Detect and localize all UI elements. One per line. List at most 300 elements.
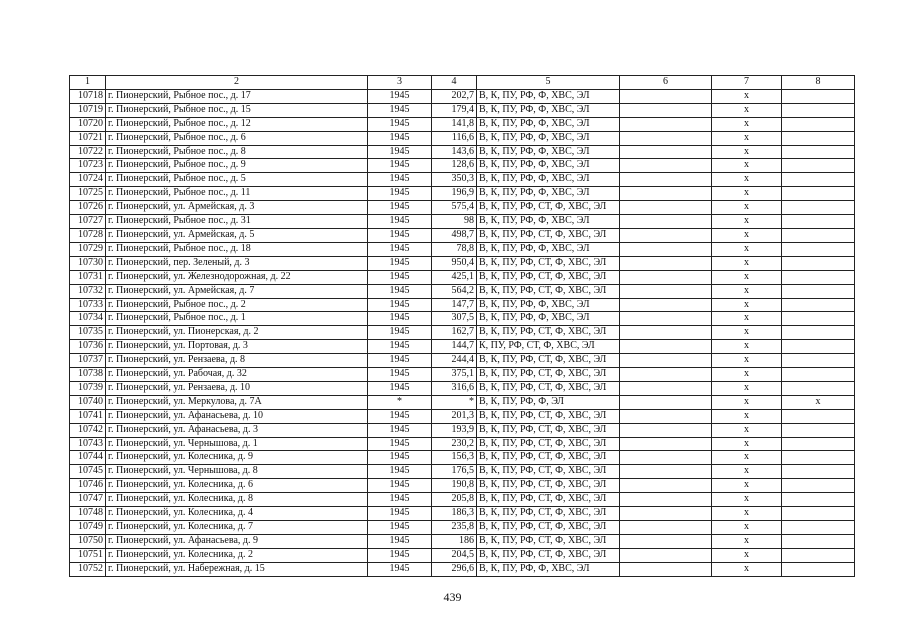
col-6-cell bbox=[620, 159, 712, 173]
table-row bbox=[70, 423, 855, 437]
column-header-1: 1 bbox=[70, 76, 106, 90]
utilities-cell: В, К, ПУ, РФ, Ф, ХВС, ЭЛ bbox=[477, 145, 620, 159]
column-header-2: 2 bbox=[106, 76, 368, 90]
col-6-cell bbox=[620, 562, 712, 576]
record-number-cell: 10740 bbox=[70, 395, 106, 409]
utilities-cell: В, К, ПУ, РФ, СТ, Ф, ХВС, ЭЛ bbox=[477, 381, 620, 395]
col-6-cell bbox=[620, 201, 712, 215]
table-row bbox=[70, 187, 855, 201]
table-row bbox=[70, 201, 855, 215]
mark-8-cell bbox=[782, 521, 855, 535]
col-6-cell bbox=[620, 131, 712, 145]
table-row bbox=[70, 117, 855, 131]
col-6-cell bbox=[620, 242, 712, 256]
year-cell: 1945 bbox=[368, 312, 432, 326]
mark-7-cell: x bbox=[712, 326, 782, 340]
mark-7-cell: x bbox=[712, 173, 782, 187]
area-cell: 156,3 bbox=[432, 451, 477, 465]
utilities-cell: В, К, ПУ, РФ, Ф, ХВС, ЭЛ bbox=[477, 159, 620, 173]
column-header-3: 3 bbox=[368, 76, 432, 90]
col-6-cell bbox=[620, 465, 712, 479]
area-cell: 202,7 bbox=[432, 89, 477, 103]
address-cell: г. Пионерский, ул. Набережная, д. 15 bbox=[106, 562, 368, 576]
record-number-cell: 10733 bbox=[70, 298, 106, 312]
mark-7-cell: x bbox=[712, 534, 782, 548]
table-row bbox=[70, 354, 855, 368]
mark-8-cell bbox=[782, 103, 855, 117]
year-cell: 1945 bbox=[368, 451, 432, 465]
address-cell: г. Пионерский, Рыбное пос., д. 8 bbox=[106, 145, 368, 159]
mark-8-cell bbox=[782, 437, 855, 451]
mark-8-cell bbox=[782, 228, 855, 242]
utilities-cell: В, К, ПУ, РФ, СТ, Ф, ХВС, ЭЛ bbox=[477, 368, 620, 382]
address-cell: г. Пионерский, ул. Чернышова, д. 1 bbox=[106, 437, 368, 451]
mark-7-cell: x bbox=[712, 521, 782, 535]
mark-8-cell bbox=[782, 117, 855, 131]
utilities-cell: В, К, ПУ, РФ, Ф, ЭЛ bbox=[477, 395, 620, 409]
mark-8-cell bbox=[782, 340, 855, 354]
record-number-cell: 10729 bbox=[70, 242, 106, 256]
mark-7-cell: x bbox=[712, 381, 782, 395]
year-cell: 1945 bbox=[368, 479, 432, 493]
column-header-6: 6 bbox=[620, 76, 712, 90]
table-row bbox=[70, 103, 855, 117]
record-number-cell: 10748 bbox=[70, 507, 106, 521]
area-cell: 144,7 bbox=[432, 340, 477, 354]
year-cell: 1945 bbox=[368, 201, 432, 215]
address-cell: г. Пионерский, ул. Армейская, д. 5 bbox=[106, 228, 368, 242]
mark-8-cell bbox=[782, 507, 855, 521]
address-cell: г. Пионерский, пер. Зеленый, д. 3 bbox=[106, 256, 368, 270]
address-cell: г. Пионерский, ул. Рабочая, д. 32 bbox=[106, 368, 368, 382]
year-cell: 1945 bbox=[368, 409, 432, 423]
record-number-cell: 10738 bbox=[70, 368, 106, 382]
mark-8-cell bbox=[782, 298, 855, 312]
area-cell: 179,4 bbox=[432, 103, 477, 117]
table-row bbox=[70, 89, 855, 103]
utilities-cell: В, К, ПУ, РФ, СТ, Ф, ХВС, ЭЛ bbox=[477, 256, 620, 270]
year-cell: * bbox=[368, 395, 432, 409]
col-6-cell bbox=[620, 534, 712, 548]
area-cell: 128,6 bbox=[432, 159, 477, 173]
area-cell: 193,9 bbox=[432, 423, 477, 437]
record-number-cell: 10745 bbox=[70, 465, 106, 479]
mark-8-cell bbox=[782, 354, 855, 368]
mark-7-cell: x bbox=[712, 409, 782, 423]
year-cell: 1945 bbox=[368, 228, 432, 242]
column-header-7: 7 bbox=[712, 76, 782, 90]
table-row bbox=[70, 534, 855, 548]
mark-8-cell bbox=[782, 312, 855, 326]
mark-7-cell: x bbox=[712, 562, 782, 576]
mark-7-cell: x bbox=[712, 117, 782, 131]
record-number-cell: 10751 bbox=[70, 548, 106, 562]
year-cell: 1945 bbox=[368, 548, 432, 562]
table-row bbox=[70, 228, 855, 242]
col-6-cell bbox=[620, 298, 712, 312]
address-cell: г. Пионерский, ул. Железнодорожная, д. 22 bbox=[106, 270, 368, 284]
address-cell: г. Пионерский, Рыбное пос., д. 1 bbox=[106, 312, 368, 326]
address-cell: г. Пионерский, Рыбное пос., д. 9 bbox=[106, 159, 368, 173]
year-cell: 1945 bbox=[368, 103, 432, 117]
area-cell: 296,6 bbox=[432, 562, 477, 576]
mark-8-cell bbox=[782, 270, 855, 284]
utilities-cell: В, К, ПУ, РФ, СТ, Ф, ХВС, ЭЛ bbox=[477, 354, 620, 368]
utilities-cell: В, К, ПУ, РФ, Ф, ХВС, ЭЛ bbox=[477, 312, 620, 326]
table-row bbox=[70, 284, 855, 298]
address-cell: г. Пионерский, ул. Меркулова, д. 7А bbox=[106, 395, 368, 409]
year-cell: 1945 bbox=[368, 354, 432, 368]
table-row bbox=[70, 381, 855, 395]
record-number-cell: 10725 bbox=[70, 187, 106, 201]
col-6-cell bbox=[620, 187, 712, 201]
year-cell: 1945 bbox=[368, 145, 432, 159]
year-cell: 1945 bbox=[368, 465, 432, 479]
area-cell: 235,8 bbox=[432, 521, 477, 535]
table-header-row bbox=[70, 76, 855, 90]
year-cell: 1945 bbox=[368, 242, 432, 256]
mark-7-cell: x bbox=[712, 479, 782, 493]
address-cell: г. Пионерский, ул. Колесника, д. 7 bbox=[106, 521, 368, 535]
table-row bbox=[70, 395, 855, 409]
area-cell: 147,7 bbox=[432, 298, 477, 312]
mark-8-cell bbox=[782, 187, 855, 201]
col-6-cell bbox=[620, 117, 712, 131]
utilities-cell: В, К, ПУ, РФ, СТ, Ф, ХВС, ЭЛ bbox=[477, 534, 620, 548]
year-cell: 1945 bbox=[368, 437, 432, 451]
mark-7-cell: x bbox=[712, 437, 782, 451]
table-row bbox=[70, 298, 855, 312]
area-cell: 316,6 bbox=[432, 381, 477, 395]
utilities-cell: В, К, ПУ, РФ, СТ, Ф, ХВС, ЭЛ bbox=[477, 451, 620, 465]
mark-7-cell: x bbox=[712, 368, 782, 382]
record-number-cell: 10722 bbox=[70, 145, 106, 159]
col-6-cell bbox=[620, 89, 712, 103]
address-cell: г. Пионерский, Рыбное пос., д. 6 bbox=[106, 131, 368, 145]
mark-8-cell bbox=[782, 465, 855, 479]
area-cell: 201,3 bbox=[432, 409, 477, 423]
address-cell: г. Пионерский, ул. Афанасьева, д. 3 bbox=[106, 423, 368, 437]
record-number-cell: 10718 bbox=[70, 89, 106, 103]
mark-8-cell: x bbox=[782, 395, 855, 409]
mark-7-cell: x bbox=[712, 298, 782, 312]
mark-8-cell bbox=[782, 145, 855, 159]
table-row bbox=[70, 131, 855, 145]
mark-7-cell: x bbox=[712, 465, 782, 479]
utilities-cell: В, К, ПУ, РФ, Ф, ХВС, ЭЛ bbox=[477, 131, 620, 145]
mark-7-cell: x bbox=[712, 89, 782, 103]
mark-7-cell: x bbox=[712, 423, 782, 437]
col-6-cell bbox=[620, 479, 712, 493]
area-cell: 186,3 bbox=[432, 507, 477, 521]
col-6-cell bbox=[620, 145, 712, 159]
col-6-cell bbox=[620, 368, 712, 382]
address-cell: г. Пионерский, ул. Портовая, д. 3 bbox=[106, 340, 368, 354]
record-number-cell: 10742 bbox=[70, 423, 106, 437]
area-cell: 176,5 bbox=[432, 465, 477, 479]
utilities-cell: В, К, ПУ, РФ, СТ, Ф, ХВС, ЭЛ bbox=[477, 479, 620, 493]
year-cell: 1945 bbox=[368, 89, 432, 103]
area-cell: 141,8 bbox=[432, 117, 477, 131]
record-number-cell: 10727 bbox=[70, 215, 106, 229]
column-header-5: 5 bbox=[477, 76, 620, 90]
mark-8-cell bbox=[782, 326, 855, 340]
record-number-cell: 10724 bbox=[70, 173, 106, 187]
year-cell: 1945 bbox=[368, 423, 432, 437]
utilities-cell: В, К, ПУ, РФ, СТ, Ф, ХВС, ЭЛ bbox=[477, 437, 620, 451]
address-cell: г. Пионерский, Рыбное пос., д. 15 bbox=[106, 103, 368, 117]
utilities-cell: В, К, ПУ, РФ, СТ, Ф, ХВС, ЭЛ bbox=[477, 326, 620, 340]
area-cell: 307,5 bbox=[432, 312, 477, 326]
address-cell: г. Пионерский, Рыбное пос., д. 2 bbox=[106, 298, 368, 312]
mark-7-cell: x bbox=[712, 145, 782, 159]
mark-7-cell: x bbox=[712, 354, 782, 368]
mark-8-cell bbox=[782, 534, 855, 548]
year-cell: 1945 bbox=[368, 270, 432, 284]
record-number-cell: 10749 bbox=[70, 521, 106, 535]
utilities-cell: В, К, ПУ, РФ, Ф, ХВС, ЭЛ bbox=[477, 89, 620, 103]
utilities-cell: В, К, ПУ, РФ, Ф, ХВС, ЭЛ bbox=[477, 103, 620, 117]
col-6-cell bbox=[620, 451, 712, 465]
address-cell: г. Пионерский, ул. Армейская, д. 3 bbox=[106, 201, 368, 215]
col-6-cell bbox=[620, 256, 712, 270]
area-cell: 564,2 bbox=[432, 284, 477, 298]
year-cell: 1945 bbox=[368, 131, 432, 145]
record-number-cell: 10728 bbox=[70, 228, 106, 242]
mark-7-cell: x bbox=[712, 242, 782, 256]
table-row bbox=[70, 215, 855, 229]
address-cell: г. Пионерский, Рыбное пос., д. 31 bbox=[106, 215, 368, 229]
address-cell: г. Пионерский, ул. Рензаева, д. 8 bbox=[106, 354, 368, 368]
address-cell: г. Пионерский, ул. Армейская, д. 7 bbox=[106, 284, 368, 298]
mark-7-cell: x bbox=[712, 256, 782, 270]
col-6-cell bbox=[620, 548, 712, 562]
table-row bbox=[70, 312, 855, 326]
year-cell: 1945 bbox=[368, 493, 432, 507]
record-number-cell: 10750 bbox=[70, 534, 106, 548]
mark-8-cell bbox=[782, 368, 855, 382]
mark-8-cell bbox=[782, 493, 855, 507]
mark-7-cell: x bbox=[712, 395, 782, 409]
col-6-cell bbox=[620, 228, 712, 242]
year-cell: 1945 bbox=[368, 298, 432, 312]
address-cell: г. Пионерский, ул. Пионерская, д. 2 bbox=[106, 326, 368, 340]
year-cell: 1945 bbox=[368, 340, 432, 354]
mark-7-cell: x bbox=[712, 312, 782, 326]
record-number-cell: 10747 bbox=[70, 493, 106, 507]
mark-7-cell: x bbox=[712, 451, 782, 465]
utilities-cell: В, К, ПУ, РФ, Ф, ХВС, ЭЛ bbox=[477, 242, 620, 256]
record-number-cell: 10719 bbox=[70, 103, 106, 117]
mark-8-cell bbox=[782, 215, 855, 229]
mark-7-cell: x bbox=[712, 159, 782, 173]
area-cell: 425,1 bbox=[432, 270, 477, 284]
table-row bbox=[70, 479, 855, 493]
area-cell: 498,7 bbox=[432, 228, 477, 242]
area-cell: 190,8 bbox=[432, 479, 477, 493]
area-cell: 162,7 bbox=[432, 326, 477, 340]
col-6-cell bbox=[620, 493, 712, 507]
column-header-8: 8 bbox=[782, 76, 855, 90]
record-number-cell: 10746 bbox=[70, 479, 106, 493]
utilities-cell: В, К, ПУ, РФ, СТ, Ф, ХВС, ЭЛ bbox=[477, 284, 620, 298]
mark-7-cell: x bbox=[712, 270, 782, 284]
table-row bbox=[70, 256, 855, 270]
utilities-cell: В, К, ПУ, РФ, Ф, ХВС, ЭЛ bbox=[477, 173, 620, 187]
utilities-cell: В, К, ПУ, РФ, СТ, Ф, ХВС, ЭЛ bbox=[477, 423, 620, 437]
address-cell: г. Пионерский, ул. Колесника, д. 9 bbox=[106, 451, 368, 465]
table-row bbox=[70, 465, 855, 479]
mark-7-cell: x bbox=[712, 507, 782, 521]
table-row bbox=[70, 159, 855, 173]
mark-8-cell bbox=[782, 284, 855, 298]
year-cell: 1945 bbox=[368, 381, 432, 395]
utilities-cell: В, К, ПУ, РФ, СТ, Ф, ХВС, ЭЛ bbox=[477, 548, 620, 562]
mark-7-cell: x bbox=[712, 103, 782, 117]
address-cell: г. Пионерский, Рыбное пос., д. 12 bbox=[106, 117, 368, 131]
utilities-cell: В, К, ПУ, РФ, СТ, Ф, ХВС, ЭЛ bbox=[477, 521, 620, 535]
area-cell: 375,1 bbox=[432, 368, 477, 382]
col-6-cell bbox=[620, 215, 712, 229]
year-cell: 1945 bbox=[368, 326, 432, 340]
table-row bbox=[70, 145, 855, 159]
address-cell: г. Пионерский, Рыбное пос., д. 17 bbox=[106, 89, 368, 103]
table-row bbox=[70, 451, 855, 465]
address-cell: г. Пионерский, Рыбное пос., д. 11 bbox=[106, 187, 368, 201]
column-header-4: 4 bbox=[432, 76, 477, 90]
address-cell: г. Пионерский, ул. Афанасьева, д. 10 bbox=[106, 409, 368, 423]
mark-7-cell: x bbox=[712, 228, 782, 242]
table-row bbox=[70, 562, 855, 576]
mark-8-cell bbox=[782, 381, 855, 395]
area-cell: 350,3 bbox=[432, 173, 477, 187]
area-cell: 230,2 bbox=[432, 437, 477, 451]
mark-8-cell bbox=[782, 242, 855, 256]
utilities-cell: В, К, ПУ, РФ, СТ, Ф, ХВС, ЭЛ bbox=[477, 465, 620, 479]
col-6-cell bbox=[620, 354, 712, 368]
year-cell: 1945 bbox=[368, 215, 432, 229]
table-row bbox=[70, 270, 855, 284]
table-row bbox=[70, 368, 855, 382]
table-row bbox=[70, 437, 855, 451]
col-6-cell bbox=[620, 381, 712, 395]
table-row bbox=[70, 326, 855, 340]
address-cell: г. Пионерский, ул. Афанасьева, д. 9 bbox=[106, 534, 368, 548]
record-number-cell: 10732 bbox=[70, 284, 106, 298]
utilities-cell: В, К, ПУ, РФ, Ф, ХВС, ЭЛ bbox=[477, 117, 620, 131]
address-cell: г. Пионерский, Рыбное пос., д. 5 bbox=[106, 173, 368, 187]
col-6-cell bbox=[620, 270, 712, 284]
utilities-cell: В, К, ПУ, РФ, СТ, Ф, ХВС, ЭЛ bbox=[477, 228, 620, 242]
year-cell: 1945 bbox=[368, 521, 432, 535]
area-cell: 196,9 bbox=[432, 187, 477, 201]
year-cell: 1945 bbox=[368, 507, 432, 521]
year-cell: 1945 bbox=[368, 187, 432, 201]
record-number-cell: 10726 bbox=[70, 201, 106, 215]
record-number-cell: 10743 bbox=[70, 437, 106, 451]
utilities-cell: В, К, ПУ, РФ, Ф, ХВС, ЭЛ bbox=[477, 562, 620, 576]
utilities-cell: В, К, ПУ, РФ, СТ, Ф, ХВС, ЭЛ bbox=[477, 493, 620, 507]
col-6-cell bbox=[620, 395, 712, 409]
mark-7-cell: x bbox=[712, 215, 782, 229]
mark-8-cell bbox=[782, 159, 855, 173]
address-cell: г. Пионерский, ул. Чернышова, д. 8 bbox=[106, 465, 368, 479]
year-cell: 1945 bbox=[368, 562, 432, 576]
mark-8-cell bbox=[782, 201, 855, 215]
area-cell: 116,6 bbox=[432, 131, 477, 145]
record-number-cell: 10730 bbox=[70, 256, 106, 270]
record-number-cell: 10741 bbox=[70, 409, 106, 423]
record-number-cell: 10752 bbox=[70, 562, 106, 576]
area-cell: 950,4 bbox=[432, 256, 477, 270]
mark-7-cell: x bbox=[712, 340, 782, 354]
utilities-cell: К, ПУ, РФ, СТ, Ф, ХВС, ЭЛ bbox=[477, 340, 620, 354]
year-cell: 1945 bbox=[368, 173, 432, 187]
mark-7-cell: x bbox=[712, 201, 782, 215]
area-cell: 186 bbox=[432, 534, 477, 548]
record-number-cell: 10731 bbox=[70, 270, 106, 284]
col-6-cell bbox=[620, 423, 712, 437]
table-row bbox=[70, 493, 855, 507]
year-cell: 1945 bbox=[368, 368, 432, 382]
year-cell: 1945 bbox=[368, 256, 432, 270]
utilities-cell: В, К, ПУ, РФ, СТ, Ф, ХВС, ЭЛ bbox=[477, 409, 620, 423]
col-6-cell bbox=[620, 521, 712, 535]
table-body bbox=[70, 89, 855, 576]
col-6-cell bbox=[620, 409, 712, 423]
area-cell: * bbox=[432, 395, 477, 409]
table-row bbox=[70, 242, 855, 256]
mark-7-cell: x bbox=[712, 131, 782, 145]
col-6-cell bbox=[620, 326, 712, 340]
register-table bbox=[69, 75, 855, 577]
record-number-cell: 10737 bbox=[70, 354, 106, 368]
address-cell: г. Пионерский, ул. Колесника, д. 6 bbox=[106, 479, 368, 493]
address-cell: г. Пионерский, ул. Колесника, д. 4 bbox=[106, 507, 368, 521]
record-number-cell: 10734 bbox=[70, 312, 106, 326]
address-cell: г. Пионерский, ул. Колесника, д. 2 bbox=[106, 548, 368, 562]
page-number: 439 bbox=[443, 590, 462, 604]
area-cell: 78,8 bbox=[432, 242, 477, 256]
table-row bbox=[70, 340, 855, 354]
mark-8-cell bbox=[782, 479, 855, 493]
table-row bbox=[70, 507, 855, 521]
col-6-cell bbox=[620, 284, 712, 298]
mark-7-cell: x bbox=[712, 187, 782, 201]
record-number-cell: 10736 bbox=[70, 340, 106, 354]
utilities-cell: В, К, ПУ, РФ, СТ, Ф, ХВС, ЭЛ bbox=[477, 507, 620, 521]
address-cell: г. Пионерский, ул. Колесника, д. 8 bbox=[106, 493, 368, 507]
mark-8-cell bbox=[782, 89, 855, 103]
col-6-cell bbox=[620, 340, 712, 354]
area-cell: 98 bbox=[432, 215, 477, 229]
year-cell: 1945 bbox=[368, 284, 432, 298]
utilities-cell: В, К, ПУ, РФ, Ф, ХВС, ЭЛ bbox=[477, 187, 620, 201]
record-number-cell: 10723 bbox=[70, 159, 106, 173]
mark-8-cell bbox=[782, 409, 855, 423]
year-cell: 1945 bbox=[368, 117, 432, 131]
mark-7-cell: x bbox=[712, 548, 782, 562]
col-6-cell bbox=[620, 437, 712, 451]
year-cell: 1945 bbox=[368, 159, 432, 173]
utilities-cell: В, К, ПУ, РФ, Ф, ХВС, ЭЛ bbox=[477, 215, 620, 229]
mark-8-cell bbox=[782, 173, 855, 187]
record-number-cell: 10735 bbox=[70, 326, 106, 340]
address-cell: г. Пионерский, ул. Рензаева, д. 10 bbox=[106, 381, 368, 395]
utilities-cell: В, К, ПУ, РФ, СТ, Ф, ХВС, ЭЛ bbox=[477, 270, 620, 284]
address-cell: г. Пионерский, Рыбное пос., д. 18 bbox=[106, 242, 368, 256]
table-row bbox=[70, 173, 855, 187]
